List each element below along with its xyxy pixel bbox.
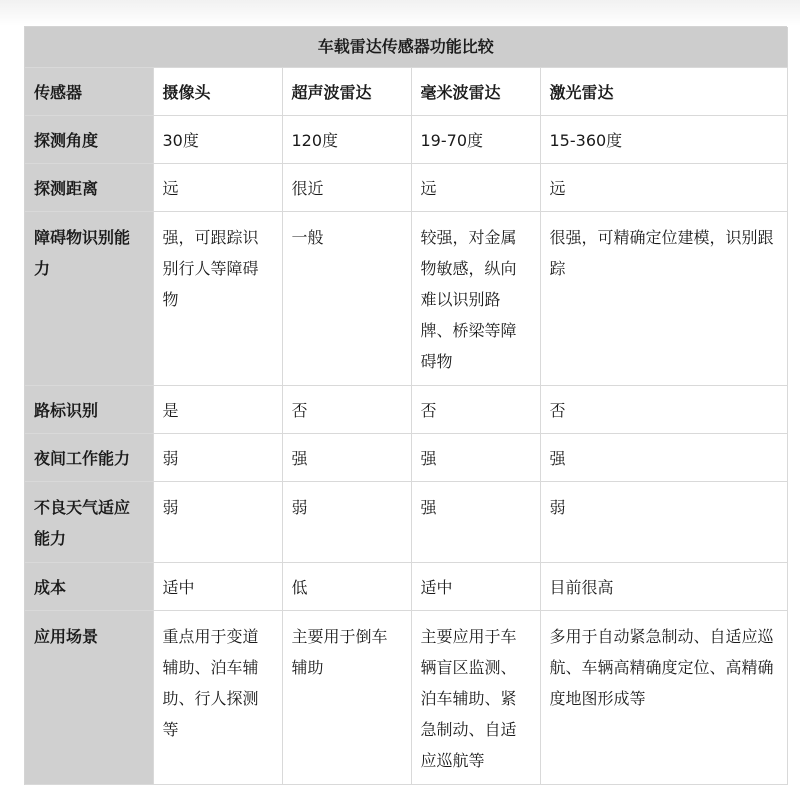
row-label: 不良天气适应能力 — [25, 482, 153, 563]
table-cell: 重点用于变道辅助、泊车辅助、行人探测等 — [153, 611, 282, 785]
table-cell: 主要用于倒车辅助 — [282, 611, 411, 785]
header-cell-ultrasonic: 超声波雷达 — [282, 68, 411, 116]
table-row-sign-recognition — [25, 386, 787, 434]
table-cell: 弱 — [282, 482, 411, 563]
table-cell: 120度 — [282, 116, 411, 164]
table-row-weather-adaptability — [25, 482, 787, 563]
table-cell: 弱 — [153, 434, 282, 482]
table-row-cost — [25, 563, 787, 611]
table-title: 车载雷达传感器功能比较 — [25, 27, 787, 68]
table-row-detection-range — [25, 164, 787, 212]
table-cell: 远 — [411, 164, 540, 212]
table-cell: 适中 — [411, 563, 540, 611]
table-cell: 很近 — [282, 164, 411, 212]
table-cell: 多用于自动紧急制动、自适应巡航、车辆高精确度定位、高精确度地图形成等 — [540, 611, 787, 785]
row-label: 探测角度 — [25, 116, 153, 164]
table-cell: 30度 — [153, 116, 282, 164]
table-cell: 远 — [540, 164, 787, 212]
table-cell: 强 — [411, 434, 540, 482]
table-cell: 19-70度 — [411, 116, 540, 164]
title-row — [25, 27, 787, 68]
table-cell: 15-360度 — [540, 116, 787, 164]
row-label: 障碍物识别能力 — [25, 212, 153, 386]
header-cell-sensor: 传感器 — [25, 68, 153, 116]
table-cell: 弱 — [153, 482, 282, 563]
table-cell: 否 — [411, 386, 540, 434]
row-label: 路标识别 — [25, 386, 153, 434]
table-cell: 主要应用于车辆盲区监测、泊车辅助、紧急制动、自适应巡航等 — [411, 611, 540, 785]
page-top-shade — [0, 0, 800, 26]
table-cell: 强 — [282, 434, 411, 482]
table-cell: 弱 — [540, 482, 787, 563]
table-cell: 一般 — [282, 212, 411, 386]
comparison-table — [25, 27, 788, 785]
table-cell: 较强，对金属物敏感，纵向难以识别路牌、桥梁等障碍物 — [411, 212, 540, 386]
comparison-table-container — [24, 26, 787, 785]
table-cell: 强，可跟踪识别行人等障碍物 — [153, 212, 282, 386]
header-cell-camera: 摄像头 — [153, 68, 282, 116]
table-cell: 强 — [411, 482, 540, 563]
table-cell: 低 — [282, 563, 411, 611]
row-label: 应用场景 — [25, 611, 153, 785]
table-cell: 远 — [153, 164, 282, 212]
table-row-obstacle-recognition — [25, 212, 787, 386]
table-row-night-capability — [25, 434, 787, 482]
table-cell: 否 — [540, 386, 787, 434]
table-cell: 适中 — [153, 563, 282, 611]
table-cell: 很强，可精确定位建模，识别跟踪 — [540, 212, 787, 386]
header-cell-mmwave: 毫米波雷达 — [411, 68, 540, 116]
table-row-application — [25, 611, 787, 785]
header-cell-lidar: 激光雷达 — [540, 68, 787, 116]
row-label: 探测距离 — [25, 164, 153, 212]
table-cell: 强 — [540, 434, 787, 482]
table-cell: 是 — [153, 386, 282, 434]
table-cell: 目前很高 — [540, 563, 787, 611]
row-label: 夜间工作能力 — [25, 434, 153, 482]
header-row — [25, 68, 787, 116]
table-row-detection-angle — [25, 116, 787, 164]
row-label: 成本 — [25, 563, 153, 611]
table-cell: 否 — [282, 386, 411, 434]
